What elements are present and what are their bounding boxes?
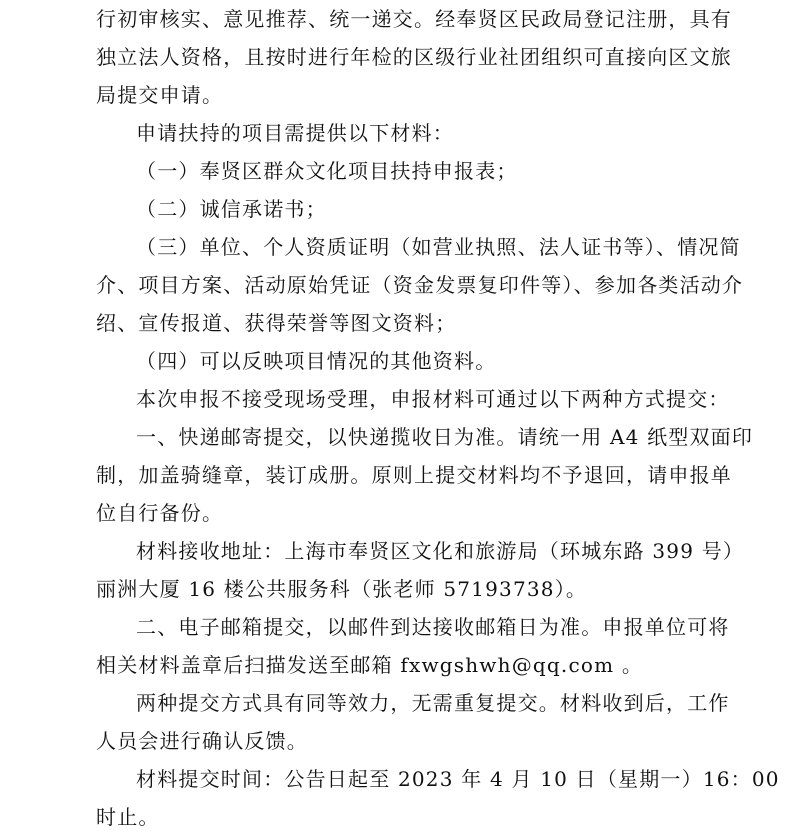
paragraph-line: 独立法人资格，且按时进行年检的区级行业社团组织可直接向区文旅 <box>96 45 732 69</box>
list-item: （四）可以反映项目情况的其他资料。 <box>136 349 497 373</box>
paragraph-line: 本次申报不接受现场受理，申报材料可通过以下两种方式提交： <box>136 387 730 411</box>
paragraph-line: 二、电子邮箱提交，以邮件到达接收邮箱日为准。申报单位可将 <box>136 615 730 639</box>
paragraph-line: 两种提交方式具有同等效力，无需重复提交。材料收到后，工作 <box>136 691 730 715</box>
paragraph-line: 位自行备份。 <box>96 501 224 525</box>
paragraph-line: 人员会进行确认反馈。 <box>96 729 308 753</box>
deadline-line: 时止。 <box>96 805 160 829</box>
list-item: （三）单位、个人资质证明（如营业执照、法人证书等）、情况简 <box>136 235 741 259</box>
email-line: 相关材料盖章后扫描发送至邮箱 fxwgshwh@qq.com 。 <box>96 653 644 677</box>
paragraph-line: 介、项目方案、活动原始凭证（资金发票复印件等）、参加各类活动介 <box>96 273 744 297</box>
paragraph-line: 行初审核实、意见推荐、统一递交。经奉贤区民政局登记注册，具有 <box>96 7 732 31</box>
list-item: （二）诚信承诺书； <box>136 197 327 221</box>
paragraph-line: 申请扶持的项目需提供以下材料： <box>136 121 454 145</box>
paragraph-line: 绍、宣传报道、获得荣誉等图文资料； <box>96 311 457 335</box>
address-line: 材料接收地址：上海市奉贤区文化和旅游局（环城东路 399 号） <box>136 539 745 563</box>
paragraph-line: 一、快递邮寄提交，以快递揽收日为准。请统一用 A4 纸型双面印 <box>136 425 754 449</box>
list-item: （一）奉贤区群众文化项目扶持申报表； <box>136 159 518 183</box>
deadline-line: 材料提交时间：公告日起至 2023 年 4 月 10 日（星期一）16：00 <box>136 767 780 791</box>
paragraph-line: 局提交申请。 <box>96 83 224 107</box>
address-line: 丽洲大厦 16 楼公共服务科（张老师 57193738）。 <box>96 577 588 601</box>
paragraph-line: 制，加盖骑缝章，装订成册。原则上提交材料均不予退回，请申报单 <box>96 463 732 487</box>
